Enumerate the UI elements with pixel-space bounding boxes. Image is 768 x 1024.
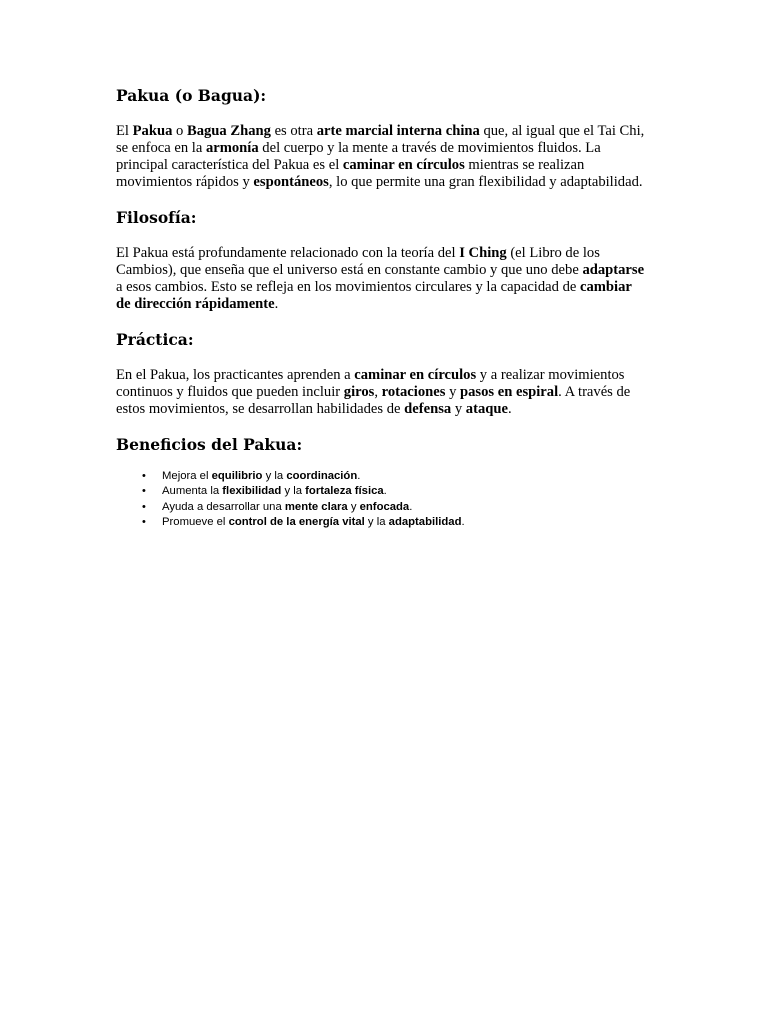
filosofia-bold-1: I Ching xyxy=(459,245,507,261)
practica-bold-4: pasos en espiral xyxy=(460,384,559,400)
filosofia-heading-text: Filosofía xyxy=(116,208,191,227)
intro-text-6: mientras se realizan movimientos rápidos y xyxy=(116,157,585,190)
intro-text-5: del cuerpo y la mente a través de movimientos fluidos. La principal característica del Pakua es el xyxy=(116,140,601,173)
intro-text-7: , lo que permite una gran flexibilidad y adaptabilidad. xyxy=(328,174,643,190)
practica-text-6: y xyxy=(451,401,466,417)
filosofia-text-2: (el Libro de los Cambios), que enseña que el universo está en constante cambio y que uno debe xyxy=(116,245,600,278)
list-item-text: Mejora el xyxy=(162,470,212,482)
list-item-text: Ayuda a desarrollar una xyxy=(162,500,285,513)
list-item-text: y xyxy=(347,500,360,513)
list-item-bold: fortaleza física xyxy=(305,485,384,498)
beneficios-heading-colon: : xyxy=(296,435,303,454)
list-item-bold: coordinación xyxy=(286,470,358,482)
list-item-bold: enfocada xyxy=(359,500,410,513)
filosofia-bold-3: cambiar de dirección rápidamente xyxy=(116,279,632,312)
filosofia-paragraph xyxy=(116,245,646,313)
filosofia-text-1: El Pakua está profundamente relacionado con la teoría del xyxy=(116,245,460,261)
intro-bold-5: caminar en círculos xyxy=(342,157,465,173)
practica-bold-1: caminar en círculos xyxy=(354,367,477,383)
beneficios-heading-text: Beneficios del Pakua xyxy=(116,435,297,454)
filosofia-bold-2: adaptarse xyxy=(582,262,645,278)
intro-bold-4: armonía xyxy=(205,140,259,156)
intro-text-3: es otra xyxy=(270,123,317,139)
practica-heading-text: Práctica xyxy=(116,330,188,349)
beneficios-heading xyxy=(116,433,646,457)
list-item xyxy=(162,500,646,515)
intro-bold-2: Bagua Zhang xyxy=(186,123,271,139)
practica-bold-3: rotaciones xyxy=(381,384,446,400)
list-item-bold: equilibrio xyxy=(211,470,263,482)
list-item xyxy=(162,469,646,484)
practica-text-5: . A través de estos movimientos, se desarrollan habilidades de xyxy=(116,384,631,417)
filosofia-heading-colon: : xyxy=(190,208,197,227)
practica-text-4: y xyxy=(445,384,461,400)
practica-text-1: En el Pakua, los practicantes aprenden a xyxy=(116,367,355,383)
list-item-text: y la xyxy=(281,485,306,498)
intro-bold-1: Pakua xyxy=(132,123,173,139)
practica-paragraph xyxy=(116,367,646,418)
practica-heading-colon: : xyxy=(187,330,194,349)
list-item-text: . xyxy=(461,516,465,529)
list-item-text: Aumenta la xyxy=(162,485,223,498)
intro-text-2: o xyxy=(172,123,187,139)
filosofia-heading xyxy=(116,206,646,230)
page-title: Pakua (o Bagua): xyxy=(116,86,267,105)
practica-text-2: y a realizar movimientos continuos y fluidos que pueden incluir xyxy=(116,367,625,400)
practica-heading xyxy=(116,328,646,352)
practica-text-7: . xyxy=(507,401,512,417)
list-item-bold: flexibilidad xyxy=(222,485,282,498)
list-item-text: y la xyxy=(262,470,287,482)
list-item-text: . xyxy=(383,485,387,498)
list-item-text: Promueve el xyxy=(162,516,229,529)
list-item-text: . xyxy=(409,500,413,513)
list-item xyxy=(162,484,646,499)
list-item-bold: mente clara xyxy=(284,500,348,513)
list-item-bold: control de la energía vital xyxy=(228,516,365,529)
practica-bold-2: giros xyxy=(343,384,375,400)
filosofia-text-3: a esos cambios. Esto se refleja en los movimientos circulares y la capacidad de xyxy=(116,279,580,295)
intro-paragraph xyxy=(116,123,646,191)
filosofia-text-4: . xyxy=(274,296,279,312)
list-item xyxy=(162,515,646,530)
beneficios-list xyxy=(116,469,646,531)
practica-bold-5: defensa xyxy=(404,401,452,417)
intro-bold-6: espontáneos xyxy=(253,174,329,190)
intro-bold-3: arte marcial interna china xyxy=(316,123,480,139)
intro-text-1: El xyxy=(116,123,133,139)
list-item-text: y la xyxy=(364,516,389,529)
list-item-bold: adaptabilidad xyxy=(388,516,462,529)
practica-bold-6: ataque xyxy=(465,401,508,417)
practica-text-3: , xyxy=(374,384,382,400)
intro-text-4: que, al igual que el Tai Chi, se enfoca en la xyxy=(116,123,645,156)
list-item-text: . xyxy=(357,470,361,482)
document-content xyxy=(116,84,646,531)
